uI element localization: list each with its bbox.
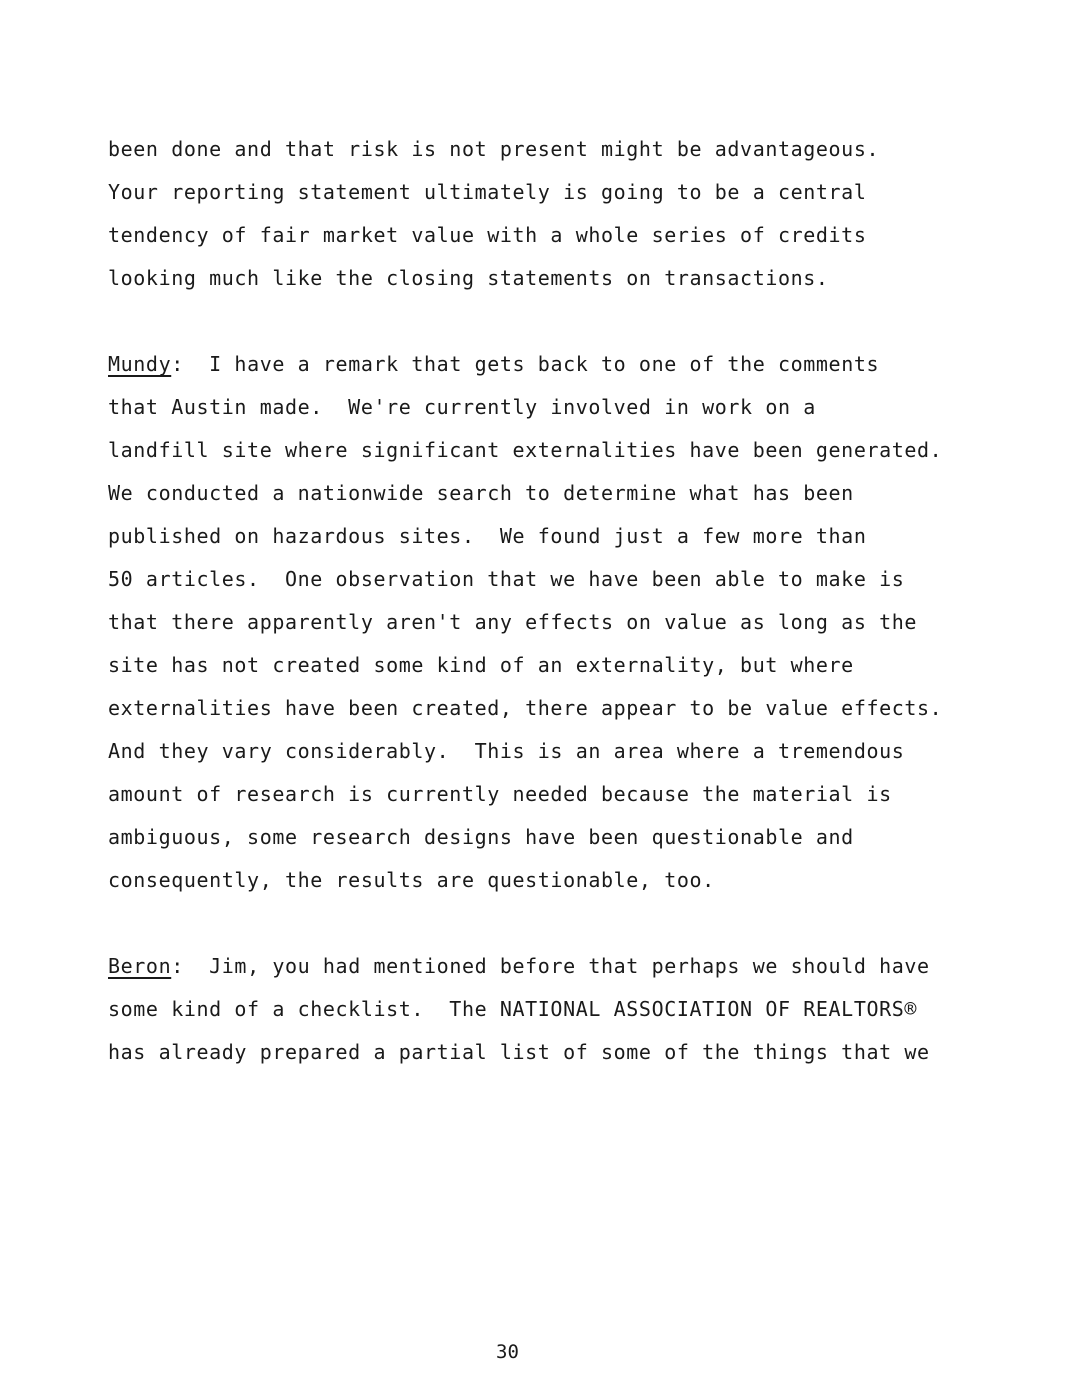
paragraph2-line-9: externalities have been created, there appear to be value effects. — [108, 696, 943, 720]
paragraph2-line-13: consequently, the results are questionable, too. — [108, 868, 715, 892]
paragraph2-line-1 — [108, 351, 879, 377]
speaker-mundy: Mundy — [108, 352, 172, 376]
page-number: 30 — [496, 1341, 519, 1363]
paragraph2-line-4: We conducted a nationwide search to determine what has been — [108, 481, 854, 505]
paragraph2-line-11: amount of research is currently needed because the material is — [108, 782, 892, 806]
paragraph1-line-1: been done and that risk is not present might be advantageous. — [108, 137, 880, 161]
paragraph3-line-2: some kind of a checklist. The NATIONAL ASSOCIATION OF REALTORS® — [108, 997, 918, 1021]
paragraph3-line-1-text: : Jim, you had mentioned before that perhaps we should have — [171, 954, 930, 978]
paragraph2-line-12: ambiguous, some research designs have been questionable and — [108, 825, 854, 849]
paragraph3-line-1 — [108, 953, 930, 979]
paragraph1-line-4: looking much like the closing statements on transactions. — [108, 266, 829, 290]
paragraph2-line-10: And they vary considerably. This is an area where a tremendous — [108, 739, 905, 763]
paragraph3-line-3: has already prepared a partial list of some of the things that we — [108, 1040, 930, 1064]
paragraph2-line-1-text: : I have a remark that gets back to one of the comments — [171, 352, 880, 376]
paragraph1-line-3: tendency of fair market value with a whole series of credits — [108, 223, 867, 247]
paragraph2-line-2: that Austin made. We're currently involved in work on a — [108, 395, 816, 419]
paragraph2-line-3: landfill site where significant externalities have been generated. — [108, 438, 943, 462]
paragraph2-line-6: 50 articles. One observation that we have been able to make is — [108, 567, 905, 591]
paragraph2-line-8: site has not created some kind of an externality, but where — [108, 653, 854, 677]
paragraph2-line-7: that there apparently aren't any effects on value as long as the — [108, 610, 918, 634]
paragraph1-line-2: Your reporting statement ultimately is going to be a central — [108, 180, 867, 204]
speaker-beron: Beron — [108, 954, 172, 978]
paragraph2-line-5: published on hazardous sites. We found just a few more than — [108, 524, 867, 548]
